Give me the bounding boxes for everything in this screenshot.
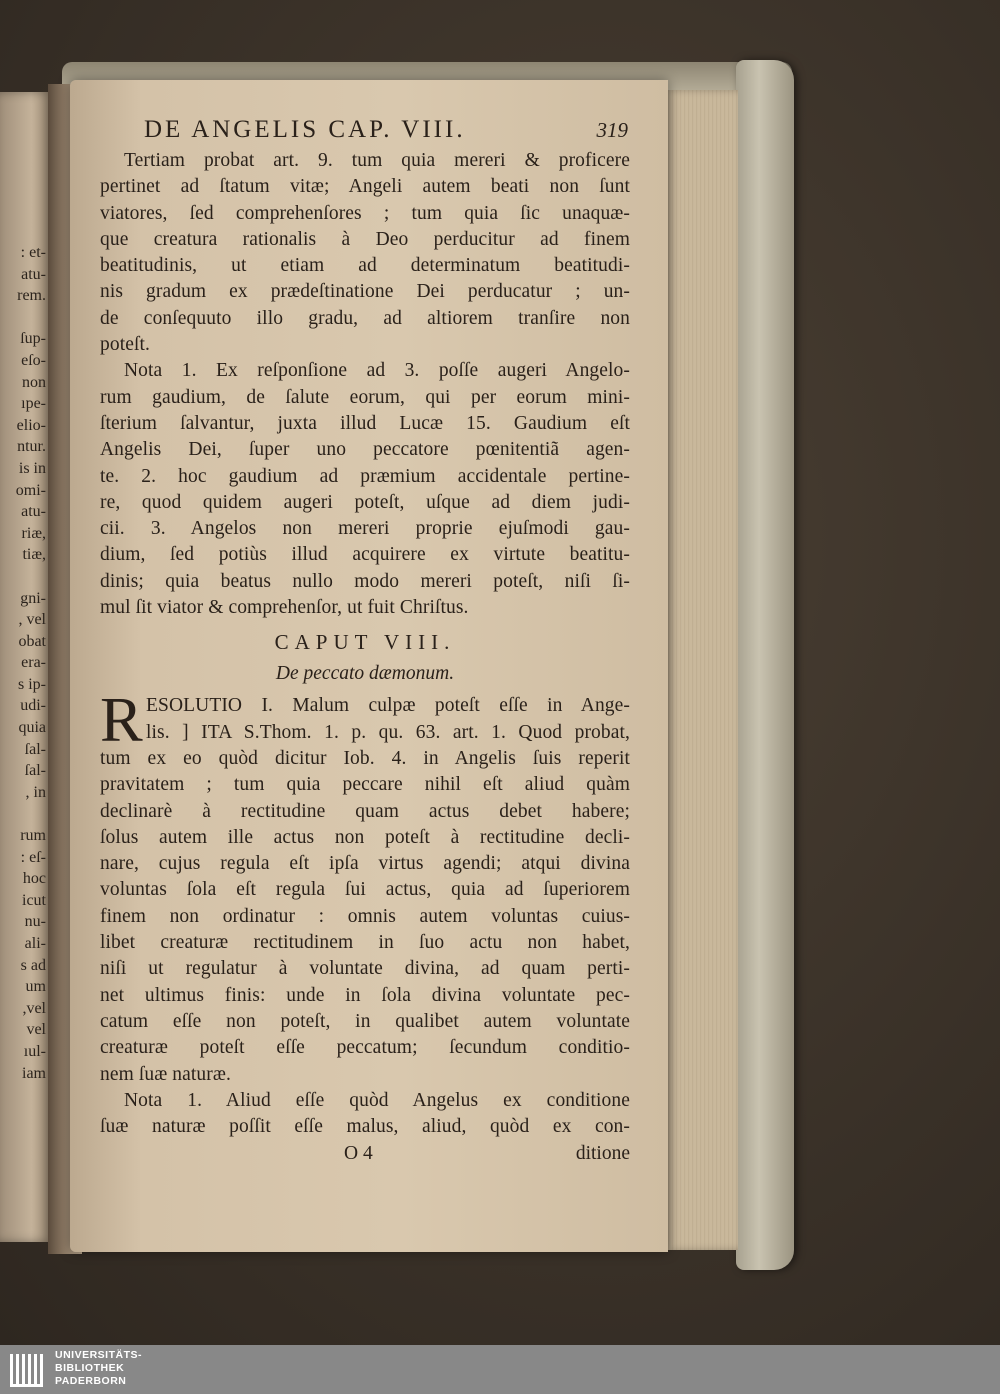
left-page-fragment: ſup- xyxy=(20,330,46,348)
left-page-fragment: ali- xyxy=(24,935,46,952)
text-line: ESOLUTIO I. Malum culpæ poteſt eſſe in Ange- xyxy=(146,695,630,717)
paragraph-nota-final xyxy=(100,1088,630,1141)
running-head xyxy=(100,112,630,148)
left-page-text-fragments xyxy=(0,242,46,1084)
left-page-fragment: ſal- xyxy=(24,762,46,780)
left-page-fragment: um xyxy=(25,978,46,996)
text-line: net ultimus finis: unde in ſola divina voluntate pec- xyxy=(100,984,630,1006)
logo-line: UNIVERSITÄTS- xyxy=(55,1349,143,1361)
text-line: ſuæ naturæ poſſit eſſe malus, aliud, quòd ex con- xyxy=(100,1116,630,1138)
left-page-fragment: ,vel xyxy=(22,999,46,1017)
left-page-fragment: gni- xyxy=(20,589,46,607)
text-line: dinis; quia beatus nullo modo mereri poteſt, niſi ſi- xyxy=(100,570,630,592)
paragraph-nota-1 xyxy=(100,358,630,621)
text-line: niſi ut regulatur à voluntate divina, ad quam perti- xyxy=(100,958,630,980)
page-text-block xyxy=(100,112,630,1168)
left-page xyxy=(0,92,52,1242)
left-page-fragment: omi- xyxy=(15,481,46,499)
left-page-fragment: iam xyxy=(22,1064,46,1082)
left-page-fragment: rum xyxy=(20,827,46,845)
text-line: lis. ] ITA S.Thom. 1. p. qu. 63. art. 1. Quod probat, xyxy=(146,721,630,743)
left-page-fragment: ſal- xyxy=(24,740,46,758)
left-page-fragment: icut xyxy=(22,891,46,909)
page-edges xyxy=(666,90,738,1250)
text-line: beatitudinis, ut etiam ad determinatum beatitudi- xyxy=(100,255,630,277)
left-page-fragment: udi- xyxy=(20,697,46,715)
text-line: creaturæ poteſt eſſe peccatum; ſecundum conditio- xyxy=(100,1037,630,1059)
left-page-fragment: , in xyxy=(25,783,46,801)
library-logo-text xyxy=(55,1349,142,1388)
text-line: pravitatem ; tum quia peccare nihil eſt aliud quàm xyxy=(100,774,630,796)
text-line: te. 2. hoc gaudium ad præmium accidentale pertine- xyxy=(100,465,630,487)
text-line: tum ex eo quòd dicitur Iob. 4. in Angelis ſuis reperit xyxy=(100,747,630,769)
text-line: Nota 1. Aliud eſſe quòd Angelus ex conditione xyxy=(124,1089,630,1111)
text-line: cii. 3. Angelos non mereri proprie ejuſmodi gau- xyxy=(100,518,630,540)
left-page-fragment: , vel xyxy=(18,611,46,629)
left-page-fragment: : et- xyxy=(20,244,46,261)
left-page-fragment: s ip- xyxy=(18,675,46,693)
left-page-fragment: s ad xyxy=(20,956,46,974)
left-page-fragment: era- xyxy=(21,654,46,672)
left-page-fragment: nu- xyxy=(24,913,46,931)
left-page-fragment: : eſ- xyxy=(20,848,46,866)
text-line: nem ſuæ naturæ. xyxy=(100,1063,231,1085)
left-page-fragment xyxy=(0,307,46,329)
text-line: poteſt. xyxy=(100,334,150,356)
text-line: mul ſit viator & comprehenſor, ut fuit Chriſtus. xyxy=(100,597,469,619)
text-line: declinarè à rectitudine quam actus debet habere; xyxy=(100,800,630,822)
text-line: dium, ſed potiùs illud acquirere ex virtute beatitu- xyxy=(100,544,630,566)
left-page-fragment: tiæ, xyxy=(22,546,46,564)
paragraph-tertiam xyxy=(100,148,630,358)
left-page-fragment: ntur. xyxy=(17,438,46,456)
chapter-heading: CAPUT VIII. xyxy=(274,630,456,655)
left-page-fragment: ıul- xyxy=(23,1042,46,1060)
left-page-fragment: obat xyxy=(18,632,46,650)
book-spine xyxy=(736,60,794,1270)
text-line: nare, cujus regula eſt ipſa virtus agendi; atqui divina xyxy=(100,853,630,875)
paragraph-resolutio xyxy=(100,684,630,1087)
text-line: rum gaudium, de ſalute eorum, qui per eorum mini- xyxy=(100,386,630,408)
left-page-fragment: atu- xyxy=(21,503,46,521)
left-page-fragment: ıpe- xyxy=(21,395,46,413)
text-line: viatores, ſed comprehenſores ; tum quia ſic unaquæ- xyxy=(100,202,630,224)
text-line: libet creaturæ rectitudinem in ſuo actu non habet, xyxy=(100,932,630,954)
left-page-fragment: is in xyxy=(18,459,46,477)
left-page-fragment: vel xyxy=(26,1021,46,1039)
text-line: re, quod quidem augeri poteſt, uſque ad diem judi- xyxy=(100,491,630,513)
resolutio-section xyxy=(100,684,630,1087)
library-footer-bar xyxy=(0,1345,1000,1394)
text-line: pertinet ad ſtatum vitæ; Angeli autem beati non ſunt xyxy=(100,176,630,198)
library-logo-icon xyxy=(8,1350,48,1390)
text-line: Tertiam probat art. 9. tum quia mereri & proficere xyxy=(124,150,630,171)
text-line: de conſequuto illo gradu, ad altiorem tranſire non xyxy=(100,307,630,329)
left-page-fragment xyxy=(0,803,46,825)
logo-line: BIBLIOTHEK xyxy=(55,1362,125,1374)
text-line: ſolus autem ille actus non poteſt à rectitudine decli- xyxy=(100,826,630,848)
left-page-fragment: eſo- xyxy=(21,351,46,369)
catchword: ditione xyxy=(575,1143,630,1165)
left-page-fragment: non xyxy=(22,373,46,391)
left-page-fragment: atu- xyxy=(21,265,46,283)
left-page-fragment: riæ, xyxy=(21,524,46,542)
logo-line: PADERBORN xyxy=(55,1375,127,1387)
text-line: Angelis Dei, ſuper uno peccatore pœnitentiã agen- xyxy=(100,439,630,461)
text-line: finem non ordinatur : omnis autem voluntas cuius- xyxy=(100,905,630,927)
left-page-fragment: rem. xyxy=(17,287,46,305)
left-page-fragment: hoc xyxy=(22,870,46,888)
text-line: Nota 1. Ex reſponſione ad 3. poſſe augeri Angelo- xyxy=(124,360,630,382)
chapter-subtitle: De peccato dæmonum. xyxy=(275,663,455,685)
text-line: voluntas ſola eſt regula ſui actus, quia ad ſuperiorem xyxy=(100,879,630,901)
left-page-fragment xyxy=(0,566,46,588)
page-foot xyxy=(100,1140,630,1168)
text-line: ſterium ſalvantur, juxta illud Lucæ 15. Gaudium eſt xyxy=(100,412,630,434)
left-page-fragment: quia xyxy=(18,719,46,737)
signature-mark: O 4 xyxy=(344,1143,373,1165)
drop-initial: R xyxy=(100,684,143,756)
left-page-fragment: elio- xyxy=(16,416,46,434)
page-number: 319 xyxy=(596,117,628,142)
text-line: que creatura rationalis à Deo perducitur ad finem xyxy=(100,228,630,250)
text-line: nis gradum ex prædeſtinatione Dei perducatur ; un- xyxy=(100,281,630,303)
text-line: catum eſſe non poteſt, in qualibet autem voluntate xyxy=(100,1010,630,1032)
running-title: DE ANGELIS CAP. VIII. xyxy=(144,116,466,143)
